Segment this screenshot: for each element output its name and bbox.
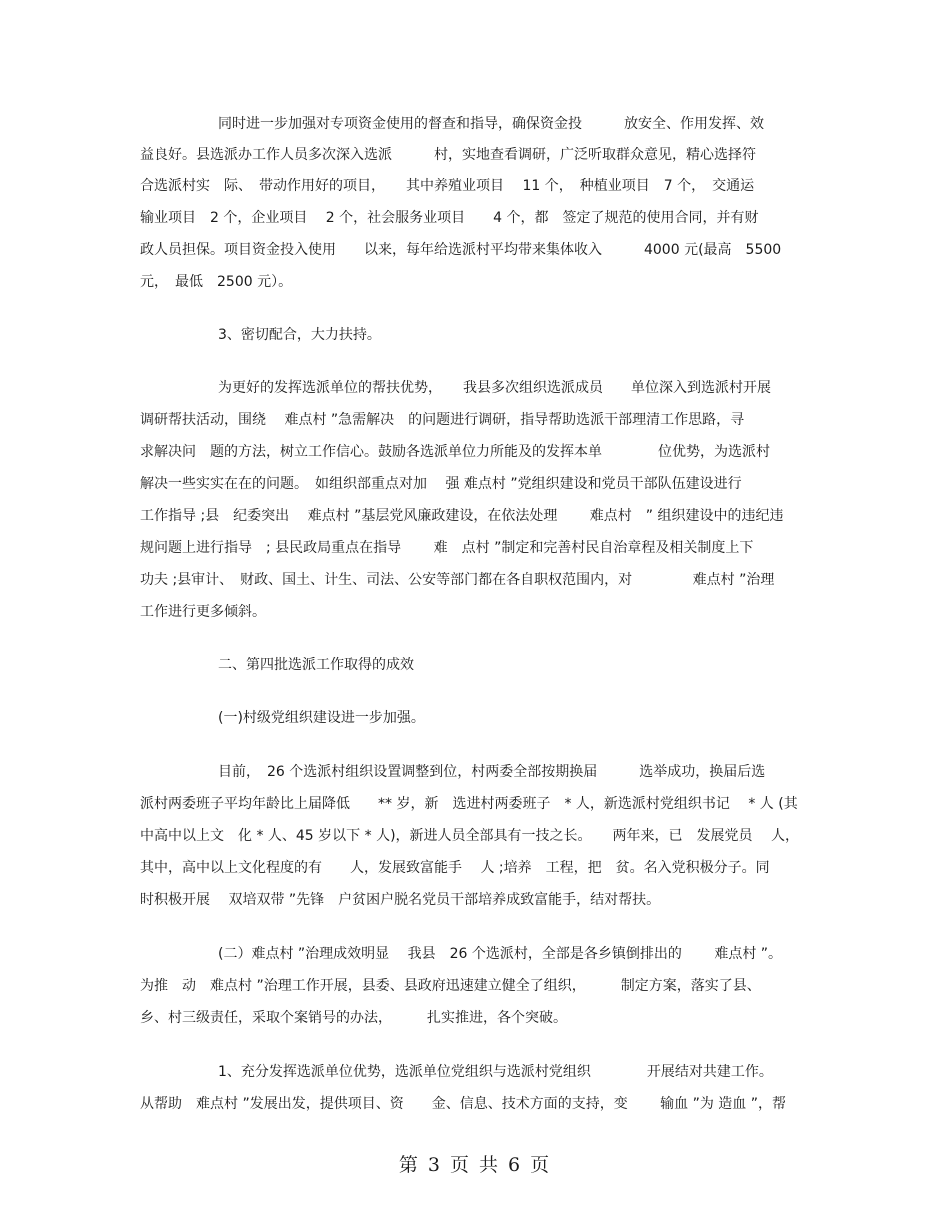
text-line: 功夫 ;县审计、 财政、国土、计生、司法、公安等部门都在各自职权范围内，对 难点村 ”治理: [140, 572, 775, 588]
text-line: 益良好。县选派办工作人员多次深入选派 村，实地查看调研，广泛听取群众意见，精心选择符: [140, 147, 756, 163]
text-line: 工作指导 ;县 纪委突出 难点村 ”基层党风廉政建设，在依法处理 难点村 ” 组织建设中的违纪违: [140, 508, 784, 524]
subsection-heading: (一)村级党组织建设进一步加强。: [218, 710, 425, 726]
text-line: 时积极开展 双培双带 ”先锋 户贫困户脱名党员干部培养成致富能手，结对帮扶。: [140, 892, 661, 908]
text-line: 1、充分发挥选派单位优势，选派单位党组织与选派村党组织 开展结对共建工作。: [218, 1064, 773, 1080]
text-line: 派村两委班子平均年龄比上届降低 ** 岁，新 选进村两委班子 * 人，新选派村党组织书记 * 人 (其: [140, 796, 798, 812]
text-line: 目前， 26 个选派村组织设置调整到位，村两委全部按期换届 选举成功，换届后选: [218, 764, 766, 780]
text-line: 为推 动 难点村 ”治理工作开展，县委、县政府迅速建立健全了组织， 制定方案，落实了县、: [140, 978, 761, 994]
text-line: (二）难点村 ”治理成效明显 我县 26 个选派村，全部是各乡镇倒排出的 难点村 ”。: [218, 946, 783, 962]
text-line: 工作进行更多倾斜。: [140, 604, 266, 620]
text-line: 合选派村实 际、 带动作用好的项目， 其中养殖业项目 11 个， 种植业项目 7 个， 交通运: [140, 178, 755, 194]
text-line: 政人员担保。项目资金投入使用 以来，每年给选派村平均带来集体收入 4000 元(最高 5500: [140, 242, 782, 258]
text-line: 求解决问 题的方法，树立工作信心。鼓励各选派单位力所能及的发挥本单 位优势，为选派村: [140, 444, 770, 460]
text-line: 解决一些实实在在的问题。 如组织部重点对加 强 难点村 ”党组织建设和党员干部队伍建设进行: [140, 476, 742, 492]
page-number-footer: 第 3 页 共 6 页: [398, 1154, 552, 1176]
text-line: 其中，高中以上文化程度的有 人，发展致富能手 人 ;培养 工程，把 贫。名入党积极分子。同: [140, 860, 770, 876]
text-line: 元， 最低 2500 元）。: [140, 274, 293, 290]
text-line: 为更好的发挥选派单位的帮扶优势， 我县多次组织选派成员 单位深入到选派村开展: [218, 380, 771, 396]
section-heading: 二、第四批选派工作取得的成效: [218, 657, 414, 673]
section-heading: 3、密切配合，大力扶持。: [218, 327, 381, 343]
text-line: 输业项目 2 个，企业项目 2 个，社会服务业项目 4 个，都 签定了规范的使用合同，并有财: [140, 210, 759, 226]
text-line: 从帮助 难点村 ”发展出发，提供项目、资 金、信息、技术方面的支持，变 输血 ”为 造血 ”，帮: [140, 1096, 787, 1112]
text-line: 同时进一步加强对专项资金使用的督查和指导，确保资金投 放安全、作用发挥、效: [218, 116, 764, 132]
text-line: 调研帮扶活动，围绕 难点村 ”急需解决 的问题进行调研，指导帮助选派干部理清工作思路，寻: [140, 412, 745, 428]
text-line: 中高中以上文 化 * 人、45 岁以下 * 人)，新进人员全部具有一技之长。 两年来，已 发展党员 人，: [140, 828, 799, 844]
text-line: 规问题上进行指导 ; 县民政局重点在指导 难 点村 ”制定和完善村民自治章程及相关制度上下: [140, 540, 754, 556]
text-line: 乡、村三级责任，采取个案销号的办法， 扎实推进，各个突破。: [140, 1010, 567, 1026]
